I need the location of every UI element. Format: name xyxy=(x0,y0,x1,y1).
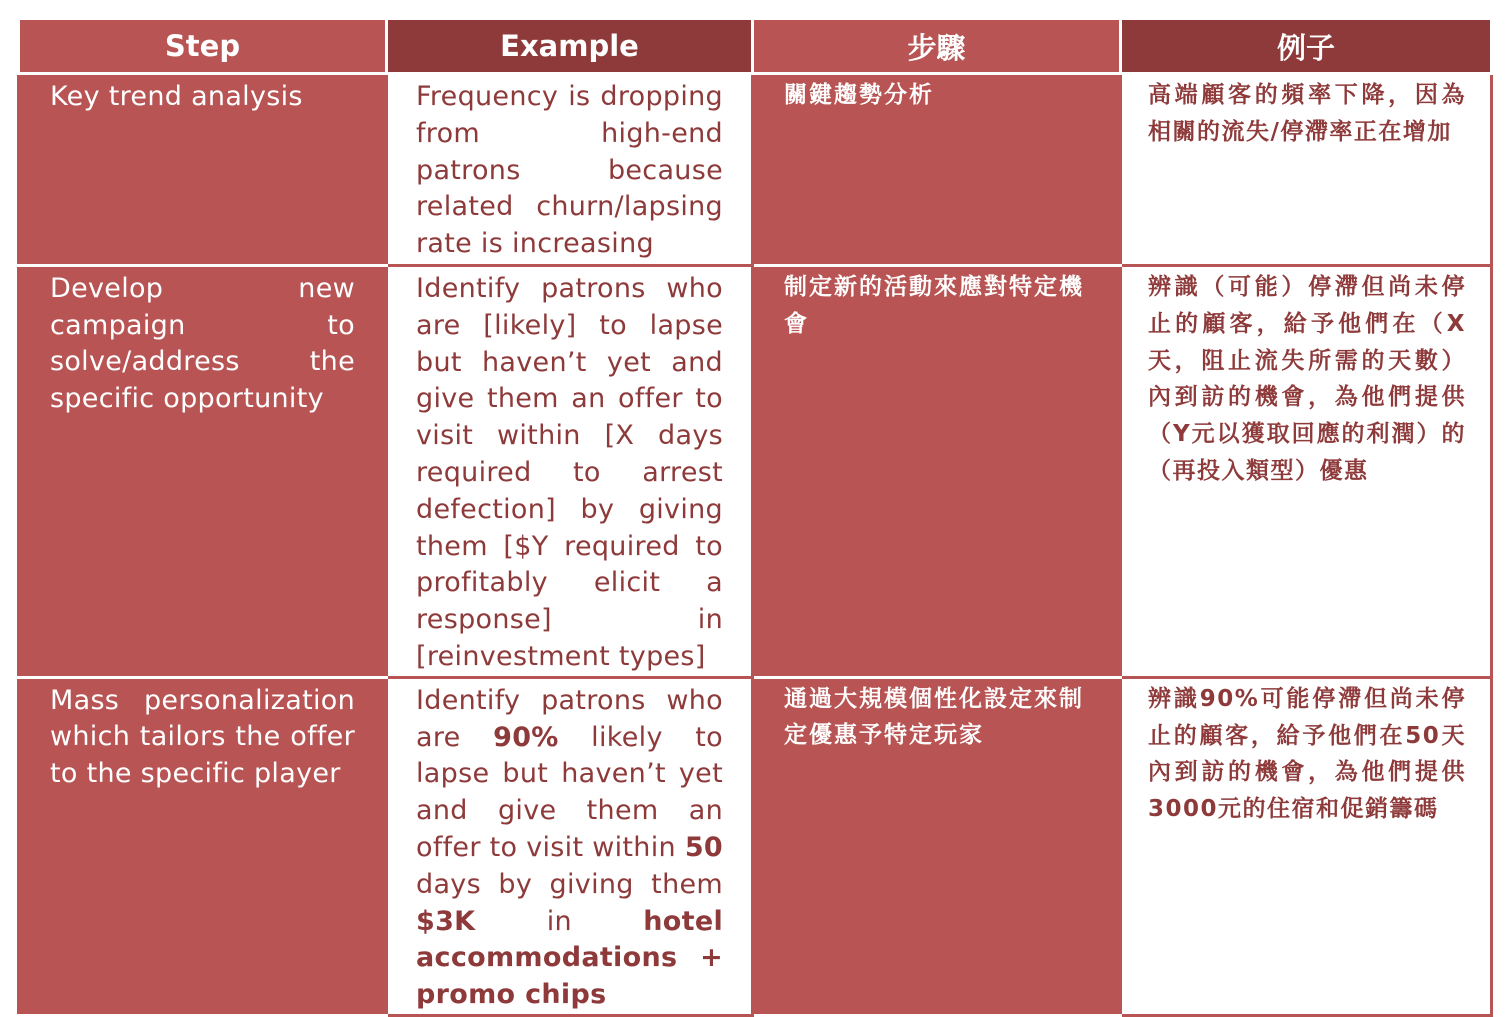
example-bold-percent: 90% xyxy=(493,721,559,753)
example-text: Identify patrons who are [likely] to lapse but haven’t yet and give them an offer to visit within [X days required to arrest defection] by giving them [$Y required to profitably elicit a response] in [reinvestment types] xyxy=(416,273,723,672)
example-bold-days: 50 xyxy=(684,831,723,863)
example-zh-cell xyxy=(1121,74,1492,266)
steps-table xyxy=(17,17,1493,1017)
header-example: Example xyxy=(387,19,753,74)
step-zh-text: 關鍵趨勢分析 xyxy=(784,82,934,108)
example-part: days by giving them xyxy=(416,868,723,900)
step-zh-cell xyxy=(753,266,1121,678)
example-part: likely to lapse but haven’t yet and give them an offer to visit within xyxy=(416,721,723,863)
example-zh-cell xyxy=(1121,677,1492,1015)
step-zh-text: 制定新的活動來應對特定機會 xyxy=(784,274,1084,337)
header-step: Step xyxy=(19,19,387,74)
step-zh-cell xyxy=(753,677,1121,1015)
example-cell xyxy=(387,266,753,678)
example-zh-text: 辨識（可能）停滯但尚未停止的顧客，給予他們在（X天，阻止流失所需的天數）內到訪的機會，為他們提供（Y元以獲取回應的利潤）的（再投入類型）優惠 xyxy=(1148,274,1466,484)
example-part: Identify patrons who are xyxy=(416,684,723,753)
step-zh-cell xyxy=(753,74,1121,266)
step-cell xyxy=(19,74,387,266)
example-cell xyxy=(387,677,753,1015)
example-text xyxy=(388,679,751,1014)
example-cell xyxy=(387,74,753,266)
step-text: Key trend analysis xyxy=(50,81,303,112)
example-text: Frequency is dropping from high-end patrons because related churn/lapsing rate is increasing xyxy=(416,81,723,260)
step-text: Develop new campaign to solve/address the specific opportunity xyxy=(50,273,355,414)
comparison-table xyxy=(17,17,1490,1011)
table-row xyxy=(19,74,1492,266)
example-part: in xyxy=(475,905,644,937)
example-bold-reinvestment: hotel accommodations + promo chips xyxy=(416,905,723,1011)
header-row xyxy=(19,19,1492,74)
example-zh-text: 辨識90%可能停滯但尚未停止的顧客，給予他們在50天內到訪的機會，為他們提供3000元的住宿和促銷籌碼 xyxy=(1148,685,1466,823)
example-zh-text: 高端顧客的頻率下降，因為相關的流失/停滯率正在增加 xyxy=(1148,82,1466,145)
example-zh-cell xyxy=(1121,266,1492,678)
header-example-zh: 例子 xyxy=(1121,19,1492,74)
table-row xyxy=(19,266,1492,678)
table-row xyxy=(19,677,1492,1015)
example-bold-amount: $3K xyxy=(416,905,476,937)
step-zh-text: 通過大規模個性化設定來制定優惠予特定玩家 xyxy=(784,685,1084,749)
step-cell xyxy=(19,266,387,678)
step-cell xyxy=(19,677,387,1015)
header-step-zh: 步驟 xyxy=(753,19,1121,74)
step-text: Mass personalization which tailors the offer to the specific player xyxy=(50,684,355,789)
